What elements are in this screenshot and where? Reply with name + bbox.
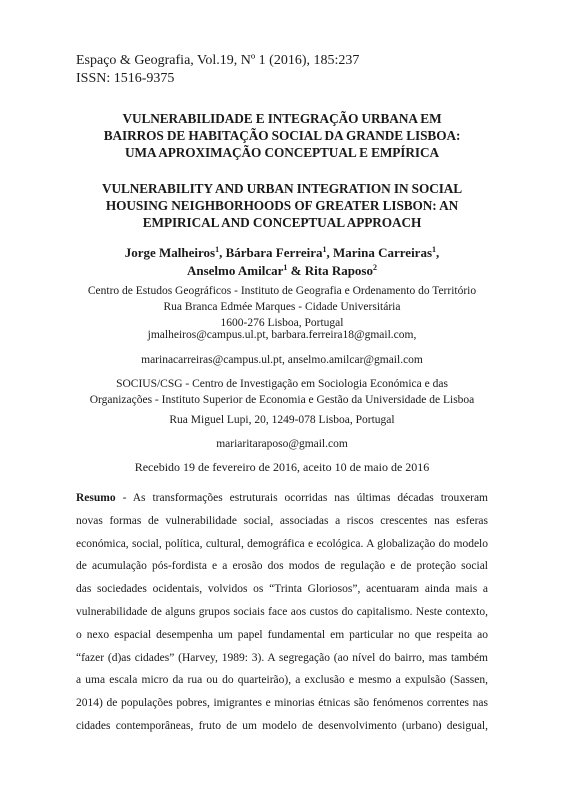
abstract-text: - As transformações estruturais ocorridas nas últimas décadas trouxeram	[115, 492, 488, 504]
title-pt-line: BAIRROS DE HABITAÇÃO SOCIAL DA GRANDE LISBOA:	[103, 128, 461, 143]
author-name: Rita Raposo	[304, 263, 373, 278]
title-portuguese	[70, 110, 494, 161]
title-pt-line: VULNERABILIDADE E INTEGRAÇÃO URBANA EM	[122, 111, 442, 126]
abstract-line: “fazer (d)as cidades” (Harvey, 1989: 3). A segregação (ao nível do bairro, mas também	[76, 651, 488, 664]
author-separator: ,	[326, 245, 333, 260]
affiliation-1	[70, 283, 494, 331]
abstract-line: a uma escala micro da rua ou do quarteirão), a exclusão e mesmo a expulsão (Sassen,	[76, 674, 488, 687]
author-list	[70, 244, 494, 280]
author-emails-1: jmalheiros@campus.ul.pt, barbara.ferreira18@gmail.com,	[147, 329, 417, 341]
journal-issn: ISSN: 1516-9375	[76, 71, 175, 86]
abstract-line: de acumulação pós-fordista e a erosão dos modos de regulação e de proteção social	[76, 560, 488, 573]
title-en-line: EMPIRICAL AND CONCEPTUAL APPROACH	[142, 215, 422, 230]
affiliation-line: Centro de Estudos Geográficos - Instituto de Geografia e Ordenamento do Território	[87, 285, 477, 297]
author-name: Anselmo Amilcar	[186, 263, 284, 278]
author-name: Bárbara Ferreira	[225, 245, 323, 260]
abstract-line: cidades contemporâneas, fruto de um modelo de desenvolvimento (urbano) desigual,	[76, 719, 488, 732]
abstract-line: o nexo espacial desempenha um papel fundamental em particular no que respeita ao	[76, 628, 488, 641]
affiliation-mark: 1	[283, 263, 288, 272]
author-emails-2: marinacarreiras@campus.ul.pt, anselmo.amilcar@gmail.com	[141, 354, 423, 366]
abstract-line: 2014) de populações pobres, imigrantes e minorias étnicas são fenómenos correntes nas	[76, 697, 488, 710]
abstract-line	[76, 487, 488, 510]
journal-header	[76, 52, 359, 88]
author-email-3: mariaritaraposo@gmail.com	[216, 438, 348, 450]
title-en-line: VULNERABILITY AND URBAN INTEGRATION IN SOCIAL	[101, 181, 463, 196]
abstract-line: vulnerabilidade de alguns grupos sociais face aos custos do capitalismo. Neste contexto,	[76, 605, 488, 618]
affiliation-line: 1600-276 Lisboa, Portugal	[220, 317, 344, 329]
abstract-label: Resumo	[76, 492, 116, 504]
affiliation-line: Organizações - Instituto Superior de Economia e Gestão da Universidade de Lisboa	[89, 394, 475, 406]
affiliation-2-address: Rua Miguel Lupi, 20, 1249-078 Lisboa, Portugal	[169, 414, 395, 426]
received-date: Recebido 19 de fevereiro de 2016, aceito 10 de maio de 2016	[134, 460, 430, 474]
affiliation-mark: 2	[373, 263, 377, 272]
author-separator: ,	[219, 245, 226, 260]
affiliation-line: SOCIUS/CSG - Centro de Investigação em Sociologia Económica e das	[116, 378, 448, 390]
affiliation-2	[70, 376, 494, 408]
author-separator: ,	[436, 245, 440, 260]
author-separator: &	[287, 263, 305, 278]
affiliation-mark: 1	[432, 245, 437, 254]
title-pt-line: UMA APROXIMAÇÃO CONCEPTUAL E EMPÍRICA	[125, 145, 439, 160]
title-english	[70, 180, 494, 231]
title-en-line: HOUSING NEIGHBORHOODS OF GREATER LISBON: AN	[105, 198, 459, 213]
abstract-line: das sociedades ocidentais, volvidos os “Trinta Gloriosos”, acentuaram ainda mais a	[76, 583, 488, 596]
author-name: Jorge Malheiros	[124, 245, 216, 260]
affiliation-mark: 1	[322, 245, 327, 254]
affiliation-line: Rua Branca Edmée Marques - Cidade Universitária	[163, 301, 401, 313]
author-name: Marina Carreiras	[332, 245, 433, 260]
abstract	[76, 487, 488, 738]
affiliation-mark: 1	[215, 245, 220, 254]
abstract-line: económica, social, política, cultural, demográfica e ecológica. A globalização do modelo	[76, 537, 488, 550]
abstract-line: novas formas de vulnerabilidade social, associadas a riscos crescentes nas esferas	[76, 514, 488, 527]
journal-citation: Espaço & Geografia, Vol.19, Nº 1 (2016), 185:237	[76, 53, 360, 68]
